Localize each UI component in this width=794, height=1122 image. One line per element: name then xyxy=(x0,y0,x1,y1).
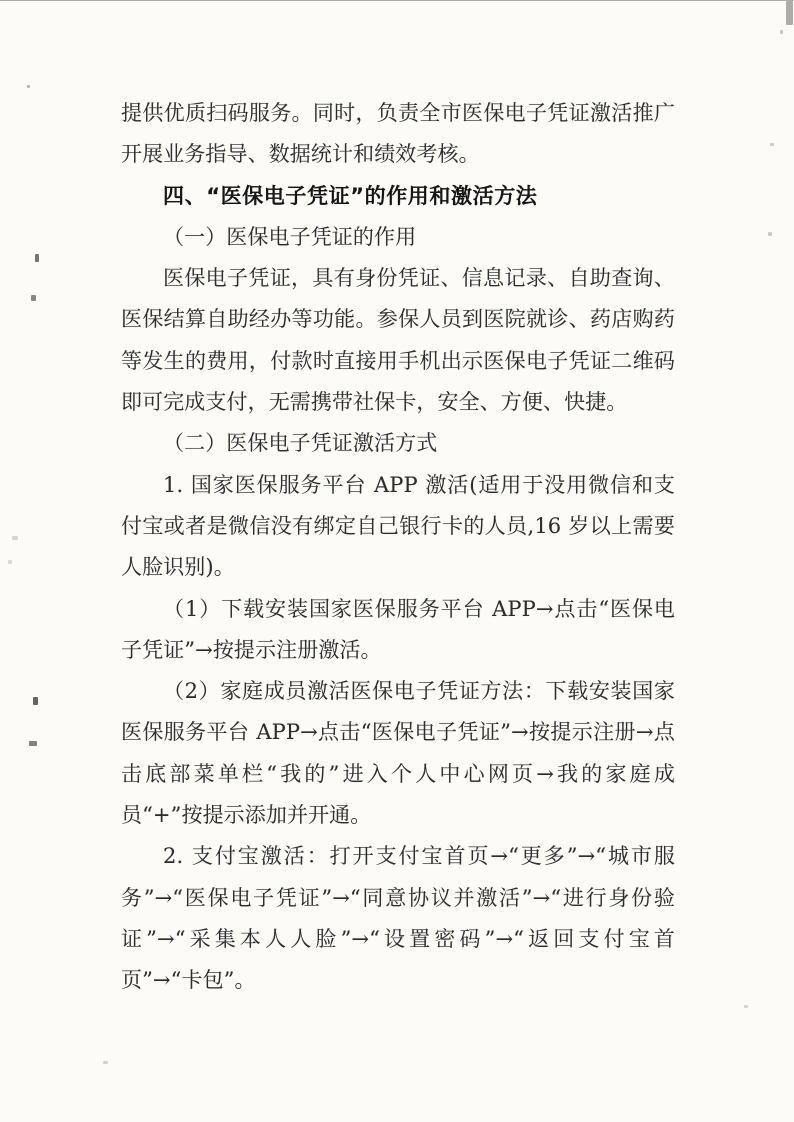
paragraph: （1）下载安装国家医保服务平台 APP→点击“医保电子凭证”→按提示注册激活。 xyxy=(121,596,675,662)
paragraph: （一）医保电子凭证的作用 xyxy=(163,224,417,249)
scan-speck xyxy=(31,295,36,301)
scan-speck xyxy=(33,697,38,705)
scan-speck xyxy=(27,85,30,88)
scan-speck xyxy=(786,1,793,25)
paragraph: （2）家庭成员激活医保电子凭证方法：下载安装国家医保服务平台 APP→点击“医保电子凭证”→按提示注册→点击底部菜单栏“我的”进入个人中心网页→我的家庭成员“+”按提示添加并开通。 xyxy=(121,679,675,828)
document-text-block xyxy=(121,93,675,1002)
scan-speck xyxy=(35,254,39,262)
section-heading: 四、“医保电子凭证”的作用和激活方法 xyxy=(163,183,538,208)
scanner-edge-line xyxy=(0,0,794,1)
scan-speck xyxy=(8,560,12,564)
paragraph: （二）医保电子凭证激活方式 xyxy=(163,431,438,456)
paragraph: 2. 支付宝激活：打开支付宝首页→“更多”→“城市服务”→“医保电子凭证”→“同意协议并激活”→“进行身份验证”→“采集本人人脸”→“设置密码”→“返回支付宝首页”→“卡包”。 xyxy=(121,844,675,993)
scan-speck xyxy=(770,143,774,146)
scan-speck xyxy=(12,536,18,540)
scan-speck xyxy=(780,30,783,34)
scan-speck xyxy=(768,232,772,236)
scan-speck xyxy=(103,1061,108,1064)
paragraph: 提供优质扫码服务。同时，负责全市医保电子凭证激活推广开展业务指导、数据统计和绩效考核。 xyxy=(121,101,675,167)
scan-speck xyxy=(744,1005,748,1008)
paragraph: 医保电子凭证，具有身份凭证、信息记录、自助查询、医保结算自助经办等功能。参保人员到医院就诊、药店购药等发生的费用，付款时直接用手机出示医保电子凭证二维码即可完成支付，无需携带社保卡，安全、方便、快捷。 xyxy=(121,266,675,415)
scan-speck xyxy=(29,741,37,746)
paragraph: 1. 国家医保服务平台 APP 激活(适用于没用微信和支付宝或者是微信没有绑定自己银行卡的人员,16 岁以上需要人脸识别)。 xyxy=(121,472,675,580)
